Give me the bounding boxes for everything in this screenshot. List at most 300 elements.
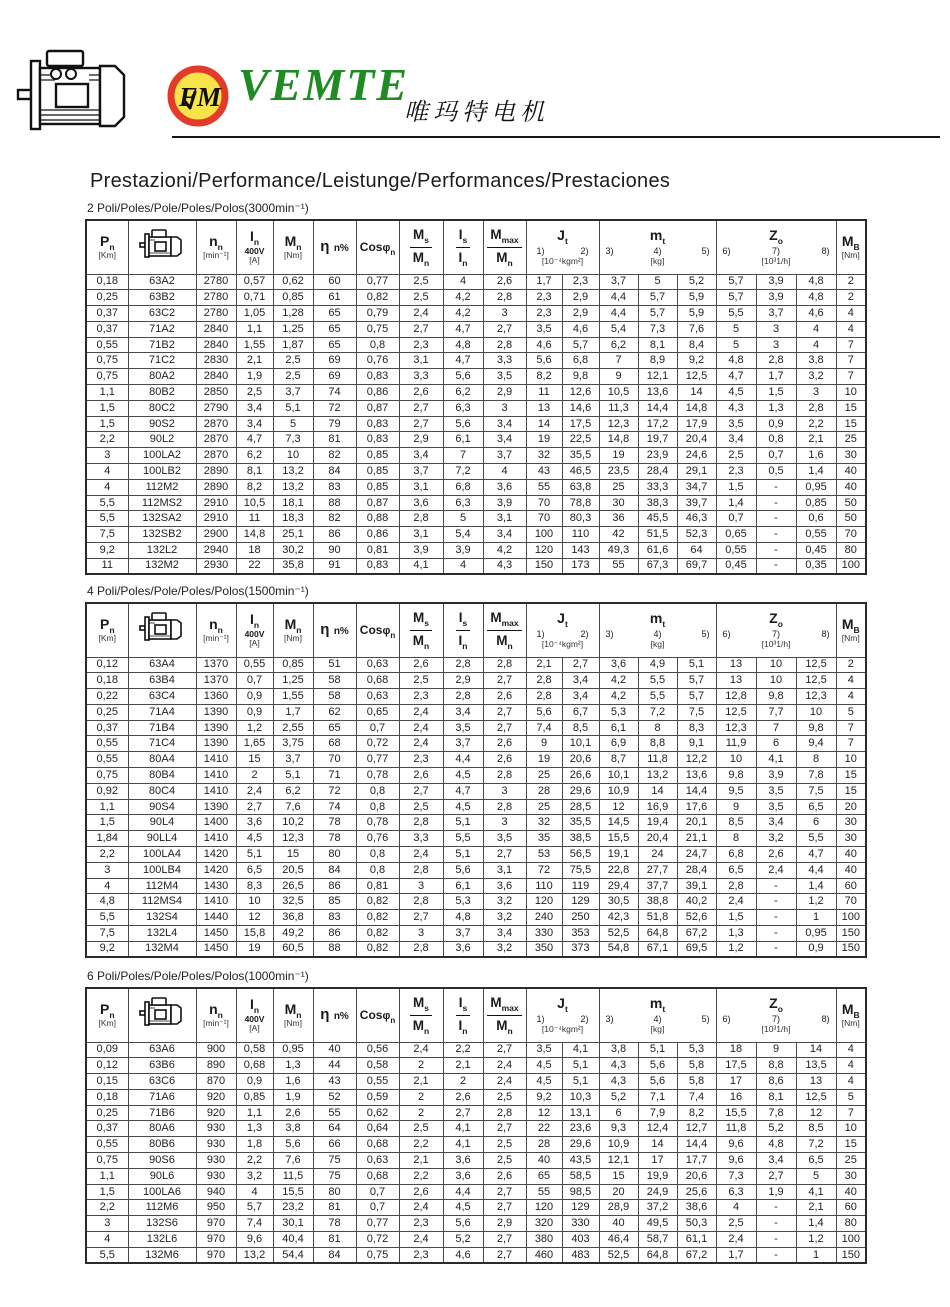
- value-cell: 6,2: [599, 337, 638, 353]
- value-cell: 930: [196, 1121, 236, 1137]
- value-cell: 4,6: [562, 321, 599, 337]
- value-cell: 2830: [196, 353, 236, 369]
- value-cell: 2: [836, 290, 866, 306]
- value-cell: 100: [836, 558, 866, 574]
- value-cell: 2,1: [526, 657, 562, 673]
- value-cell: 25: [836, 432, 866, 448]
- value-cell: 85: [313, 894, 356, 910]
- value-cell: 7,2: [638, 704, 677, 720]
- value-cell: 81: [313, 1232, 356, 1248]
- value-cell: 68: [313, 736, 356, 752]
- value-cell: 20: [836, 799, 866, 815]
- value-cell: 2,4: [483, 1058, 526, 1074]
- value-cell: 13,1: [562, 1105, 599, 1121]
- value-cell: 65: [526, 1168, 562, 1184]
- value-cell: 1,55: [273, 689, 313, 705]
- table-row: [86, 527, 866, 543]
- col-is-in: $\frac{I_s}{I_n}$: [443, 988, 483, 1042]
- value-cell: 13: [716, 673, 756, 689]
- value-cell: 23,2: [273, 1200, 313, 1216]
- value-cell: 65: [313, 321, 356, 337]
- value-cell: 0,7: [236, 673, 273, 689]
- value-cell: 2,4: [483, 1074, 526, 1090]
- value-cell: 35: [526, 831, 562, 847]
- value-cell: 0,64: [356, 1121, 399, 1137]
- value-cell: 0,62: [273, 274, 313, 290]
- value-cell: 26,5: [273, 878, 313, 894]
- value-cell: 0,55: [86, 337, 128, 353]
- value-cell: 4,5: [526, 1074, 562, 1090]
- value-cell: 10,3: [562, 1089, 599, 1105]
- motor-type-cell: 80B6: [128, 1137, 196, 1153]
- value-cell: 50: [836, 495, 866, 511]
- value-cell: 2,8: [399, 894, 443, 910]
- value-cell: 35,5: [562, 815, 599, 831]
- value-cell: 7,5: [677, 704, 716, 720]
- value-cell: 79: [313, 416, 356, 432]
- value-cell: 4,8: [756, 1137, 796, 1153]
- value-cell: 60: [836, 1200, 866, 1216]
- value-cell: 4,3: [599, 1058, 638, 1074]
- value-cell: 1,28: [273, 306, 313, 322]
- value-cell: 3,8: [796, 353, 836, 369]
- value-cell: 9: [716, 799, 756, 815]
- value-cell: 0,56: [356, 1042, 399, 1058]
- value-cell: 0,95: [273, 1042, 313, 1058]
- value-cell: 2,4: [236, 783, 273, 799]
- value-cell: 0,5: [756, 464, 796, 480]
- value-cell: 9,5: [716, 783, 756, 799]
- value-cell: 22: [236, 558, 273, 574]
- value-cell: 46,5: [562, 464, 599, 480]
- value-cell: 0,68: [356, 673, 399, 689]
- value-cell: 13,5: [796, 1058, 836, 1074]
- value-cell: 8,4: [677, 337, 716, 353]
- value-cell: 2: [836, 657, 866, 673]
- value-cell: 5: [716, 337, 756, 353]
- col-is-in: $\frac{I_s}{I_n}$: [443, 220, 483, 274]
- table-row: [86, 353, 866, 369]
- col-eta: η n%: [313, 603, 356, 657]
- value-cell: 98,5: [562, 1184, 599, 1200]
- value-cell: 1,25: [273, 321, 313, 337]
- value-cell: 920: [196, 1105, 236, 1121]
- value-cell: 8,6: [756, 1074, 796, 1090]
- value-cell: 4,9: [638, 657, 677, 673]
- value-cell: 50: [836, 511, 866, 527]
- value-cell: 4: [236, 1184, 273, 1200]
- value-cell: 67,1: [638, 941, 677, 957]
- value-cell: 64,8: [638, 926, 677, 942]
- value-cell: 19: [599, 448, 638, 464]
- value-cell: 1,3: [273, 1058, 313, 1074]
- motor-type-cell: 90L2: [128, 432, 196, 448]
- value-cell: 4,2: [483, 543, 526, 559]
- value-cell: 5,1: [677, 657, 716, 673]
- value-cell: 5,2: [756, 1121, 796, 1137]
- col-jt: $J_t$ 1) 2) [10⁻⁴kgm²]: [526, 988, 599, 1042]
- value-cell: 4: [796, 321, 836, 337]
- value-cell: 2,7: [483, 720, 526, 736]
- value-cell: 61,6: [638, 543, 677, 559]
- value-cell: 0,18: [86, 274, 128, 290]
- value-cell: 1430: [196, 878, 236, 894]
- value-cell: 1450: [196, 926, 236, 942]
- motor-type-cell: 63C6: [128, 1074, 196, 1090]
- table-row: [86, 321, 866, 337]
- value-cell: 1,1: [236, 321, 273, 337]
- value-cell: 40: [836, 479, 866, 495]
- value-cell: 0,25: [86, 704, 128, 720]
- value-cell: -: [756, 511, 796, 527]
- value-cell: 9,3: [599, 1121, 638, 1137]
- value-cell: 1,9: [273, 1089, 313, 1105]
- value-cell: 15: [236, 752, 273, 768]
- value-cell: 5,6: [638, 1058, 677, 1074]
- value-cell: 6,3: [443, 400, 483, 416]
- value-cell: 0,68: [236, 1058, 273, 1074]
- value-cell: 2900: [196, 527, 236, 543]
- value-cell: -: [756, 558, 796, 574]
- table-row: [86, 558, 866, 574]
- value-cell: 3,4: [399, 448, 443, 464]
- value-cell: 7: [443, 448, 483, 464]
- value-cell: 6,8: [443, 479, 483, 495]
- col-mt: $m_t$ 3) 4) 5) [kg]: [599, 603, 716, 657]
- value-cell: 3,9: [443, 543, 483, 559]
- value-cell: 6,9: [599, 736, 638, 752]
- value-cell: 5: [273, 416, 313, 432]
- value-cell: 2,7: [399, 416, 443, 432]
- value-cell: 970: [196, 1247, 236, 1263]
- value-cell: 0,65: [356, 704, 399, 720]
- value-cell: 930: [196, 1137, 236, 1153]
- table-row: [86, 768, 866, 784]
- value-cell: 40: [836, 847, 866, 863]
- value-cell: 54,4: [273, 1247, 313, 1263]
- motor-type-cell: 63A4: [128, 657, 196, 673]
- motor-type-cell: 132L4: [128, 926, 196, 942]
- col-cos: Cosφ$_n$: [356, 603, 399, 657]
- value-cell: 2890: [196, 479, 236, 495]
- value-cell: 6,5: [796, 1153, 836, 1169]
- value-cell: 150: [836, 926, 866, 942]
- value-cell: 0,8: [356, 337, 399, 353]
- value-cell: 11,8: [638, 752, 677, 768]
- value-cell: 0,75: [86, 1153, 128, 1169]
- value-cell: 3,6: [483, 878, 526, 894]
- value-cell: 3,1: [483, 862, 526, 878]
- value-cell: 66: [313, 1137, 356, 1153]
- value-cell: 4: [86, 1232, 128, 1248]
- table-row: [86, 752, 866, 768]
- value-cell: 0,18: [86, 673, 128, 689]
- value-cell: 120: [526, 894, 562, 910]
- value-cell: 17,5: [716, 1058, 756, 1074]
- value-cell: 30: [836, 815, 866, 831]
- value-cell: 6,7: [562, 704, 599, 720]
- value-cell: 2780: [196, 306, 236, 322]
- motor-type-cell: 80C4: [128, 783, 196, 799]
- value-cell: -: [756, 894, 796, 910]
- value-cell: 2,9: [443, 673, 483, 689]
- value-cell: 1440: [196, 910, 236, 926]
- performance-table: [85, 219, 867, 575]
- value-cell: 70: [313, 752, 356, 768]
- value-cell: 51,5: [638, 527, 677, 543]
- motor-drawing-icon: [16, 48, 138, 144]
- value-cell: 2: [399, 1089, 443, 1105]
- col-pn: $P_n$ [Km]: [86, 603, 128, 657]
- value-cell: 7: [599, 353, 638, 369]
- value-cell: 2,7: [483, 847, 526, 863]
- value-cell: 5,5: [86, 495, 128, 511]
- value-cell: 9,2: [526, 1089, 562, 1105]
- col-mmax-mn: $\frac{M_{max}}{M_n}$: [483, 220, 526, 274]
- value-cell: 2,3: [399, 752, 443, 768]
- value-cell: -: [756, 910, 796, 926]
- value-cell: 3,9: [756, 768, 796, 784]
- value-cell: 4: [86, 878, 128, 894]
- value-cell: 61,1: [677, 1232, 716, 1248]
- value-cell: 15,5: [716, 1105, 756, 1121]
- value-cell: 2,7: [483, 673, 526, 689]
- value-cell: 0,75: [86, 369, 128, 385]
- value-cell: 5: [716, 321, 756, 337]
- value-cell: 3,4: [236, 400, 273, 416]
- value-cell: 1,2: [796, 894, 836, 910]
- value-cell: 3,7: [443, 736, 483, 752]
- value-cell: 2,5: [399, 1121, 443, 1137]
- value-cell: 0,85: [236, 1089, 273, 1105]
- value-cell: 5: [443, 511, 483, 527]
- value-cell: 3,2: [483, 894, 526, 910]
- value-cell: 0,55: [86, 1137, 128, 1153]
- value-cell: 0,75: [86, 768, 128, 784]
- table-row: [86, 1105, 866, 1121]
- value-cell: 2,8: [399, 862, 443, 878]
- value-cell: 1,3: [236, 1121, 273, 1137]
- col-mmax-mn: $\frac{M_{max}}{M_n}$: [483, 603, 526, 657]
- value-cell: 330: [562, 1216, 599, 1232]
- value-cell: 40: [313, 1042, 356, 1058]
- value-cell: 19: [236, 941, 273, 957]
- col-mb: $M_B$ [Nm]: [836, 988, 866, 1042]
- value-cell: 67,3: [638, 558, 677, 574]
- value-cell: 0,7: [356, 1184, 399, 1200]
- value-cell: 18,1: [273, 495, 313, 511]
- value-cell: 2,5: [399, 290, 443, 306]
- value-cell: 69: [313, 353, 356, 369]
- value-cell: 43: [313, 1074, 356, 1090]
- value-cell: 24,9: [638, 1184, 677, 1200]
- value-cell: 4: [836, 1058, 866, 1074]
- value-cell: 2,8: [443, 657, 483, 673]
- motor-type-cell: 71C2: [128, 353, 196, 369]
- value-cell: 0,59: [356, 1089, 399, 1105]
- value-cell: 1,4: [796, 1216, 836, 1232]
- table-row: [86, 1042, 866, 1058]
- value-cell: 52,6: [677, 910, 716, 926]
- value-cell: 5,1: [443, 847, 483, 863]
- value-cell: 0,76: [356, 831, 399, 847]
- value-cell: 28,4: [638, 464, 677, 480]
- value-cell: 119: [562, 878, 599, 894]
- col-mn: $M_n$ [Nm]: [273, 988, 313, 1042]
- value-cell: 23,5: [599, 464, 638, 480]
- value-cell: 2,7: [483, 1121, 526, 1137]
- value-cell: 3: [399, 926, 443, 942]
- value-cell: 4,3: [599, 1074, 638, 1090]
- value-cell: 78,8: [562, 495, 599, 511]
- value-cell: 1,5: [86, 400, 128, 416]
- value-cell: 82: [313, 448, 356, 464]
- value-cell: 0,83: [356, 432, 399, 448]
- value-cell: 6,2: [273, 783, 313, 799]
- value-cell: 5,6: [443, 369, 483, 385]
- table-row: [86, 799, 866, 815]
- value-cell: 2,5: [483, 1089, 526, 1105]
- value-cell: 3,9: [483, 495, 526, 511]
- value-cell: 2,8: [526, 673, 562, 689]
- value-cell: 39,1: [677, 878, 716, 894]
- value-cell: 28: [526, 1137, 562, 1153]
- value-cell: 5,5: [86, 1247, 128, 1263]
- value-cell: 320: [526, 1216, 562, 1232]
- value-cell: 4,1: [756, 752, 796, 768]
- value-cell: 14,5: [599, 815, 638, 831]
- value-cell: 2840: [196, 337, 236, 353]
- motor-type-cell: 63B4: [128, 673, 196, 689]
- value-cell: 7,5: [86, 527, 128, 543]
- motor-type-cell: 71B2: [128, 337, 196, 353]
- value-cell: 1,7: [716, 1247, 756, 1263]
- value-cell: 2,2: [399, 1168, 443, 1184]
- value-cell: 6,5: [796, 799, 836, 815]
- value-cell: 3,4: [716, 432, 756, 448]
- value-cell: 3,7: [756, 306, 796, 322]
- value-cell: -: [756, 878, 796, 894]
- value-cell: 0,87: [356, 400, 399, 416]
- value-cell: 3,5: [756, 783, 796, 799]
- table-row: [86, 1058, 866, 1074]
- value-cell: 100: [526, 527, 562, 543]
- value-cell: 5,7: [716, 290, 756, 306]
- value-cell: 3,2: [236, 1168, 273, 1184]
- value-cell: 14,4: [638, 400, 677, 416]
- table-row: [86, 448, 866, 464]
- value-cell: 2,5: [236, 385, 273, 401]
- value-cell: 2,3: [399, 1216, 443, 1232]
- value-cell: 4,5: [236, 831, 273, 847]
- motor-type-cell: 132M6: [128, 1247, 196, 1263]
- value-cell: 78: [313, 831, 356, 847]
- value-cell: 100: [836, 1232, 866, 1248]
- value-cell: 18: [716, 1042, 756, 1058]
- value-cell: 1,1: [86, 799, 128, 815]
- value-cell: 3,2: [756, 831, 796, 847]
- value-cell: 3,75: [273, 736, 313, 752]
- value-cell: 6,8: [716, 847, 756, 863]
- value-cell: 4: [483, 464, 526, 480]
- value-cell: 0,71: [236, 290, 273, 306]
- motor-type-cell: 71C4: [128, 736, 196, 752]
- value-cell: 3,4: [562, 673, 599, 689]
- value-cell: 3,7: [273, 752, 313, 768]
- value-cell: 12,1: [638, 369, 677, 385]
- value-cell: 81: [313, 432, 356, 448]
- motor-type-cell: 112MS4: [128, 894, 196, 910]
- value-cell: -: [756, 495, 796, 511]
- value-cell: 3,4: [562, 689, 599, 705]
- value-cell: 4,8: [443, 910, 483, 926]
- value-cell: 1400: [196, 815, 236, 831]
- value-cell: 10: [836, 752, 866, 768]
- value-cell: 4: [86, 464, 128, 480]
- value-cell: 2,3: [526, 290, 562, 306]
- value-cell: 4,7: [443, 783, 483, 799]
- value-cell: 36: [599, 511, 638, 527]
- value-cell: 1,4: [716, 495, 756, 511]
- col-mt: $m_t$ 3) 4) 5) [kg]: [599, 988, 716, 1042]
- value-cell: 11,3: [599, 400, 638, 416]
- value-cell: 30: [836, 1168, 866, 1184]
- value-cell: 42: [599, 527, 638, 543]
- value-cell: 150: [836, 941, 866, 957]
- value-cell: 5,9: [677, 306, 716, 322]
- value-cell: 14: [638, 1137, 677, 1153]
- value-cell: 3,4: [483, 527, 526, 543]
- value-cell: 8: [796, 752, 836, 768]
- value-cell: 11: [526, 385, 562, 401]
- value-cell: 5,3: [443, 894, 483, 910]
- value-cell: 58: [313, 673, 356, 689]
- value-cell: 10: [236, 894, 273, 910]
- value-cell: -: [756, 926, 796, 942]
- value-cell: 25,6: [677, 1184, 716, 1200]
- value-cell: 4,2: [443, 306, 483, 322]
- value-cell: 9,8: [562, 369, 599, 385]
- value-cell: 4: [836, 1074, 866, 1090]
- col-ms-mn: $\frac{M_s}{M_n}$: [399, 220, 443, 274]
- value-cell: 1,4: [796, 878, 836, 894]
- value-cell: 1,7: [273, 704, 313, 720]
- value-cell: 380: [526, 1232, 562, 1248]
- value-cell: 0,55: [86, 752, 128, 768]
- value-cell: 15: [836, 768, 866, 784]
- value-cell: 52,5: [599, 926, 638, 942]
- value-cell: 2: [836, 274, 866, 290]
- value-cell: 0,7: [356, 1200, 399, 1216]
- value-cell: 7,3: [273, 432, 313, 448]
- value-cell: 29,6: [562, 1137, 599, 1153]
- value-cell: 2,5: [399, 673, 443, 689]
- value-cell: 22: [526, 1121, 562, 1137]
- motor-icon: [139, 612, 185, 644]
- value-cell: 78: [313, 1216, 356, 1232]
- value-cell: 2780: [196, 290, 236, 306]
- value-cell: 7: [836, 353, 866, 369]
- value-cell: 10: [273, 448, 313, 464]
- value-cell: 920: [196, 1089, 236, 1105]
- value-cell: 27,7: [638, 862, 677, 878]
- value-cell: 75: [313, 1153, 356, 1169]
- value-cell: 8,5: [716, 815, 756, 831]
- value-cell: 1,4: [796, 464, 836, 480]
- value-cell: 2,4: [399, 736, 443, 752]
- value-cell: 5,1: [273, 400, 313, 416]
- value-cell: 30,1: [273, 1216, 313, 1232]
